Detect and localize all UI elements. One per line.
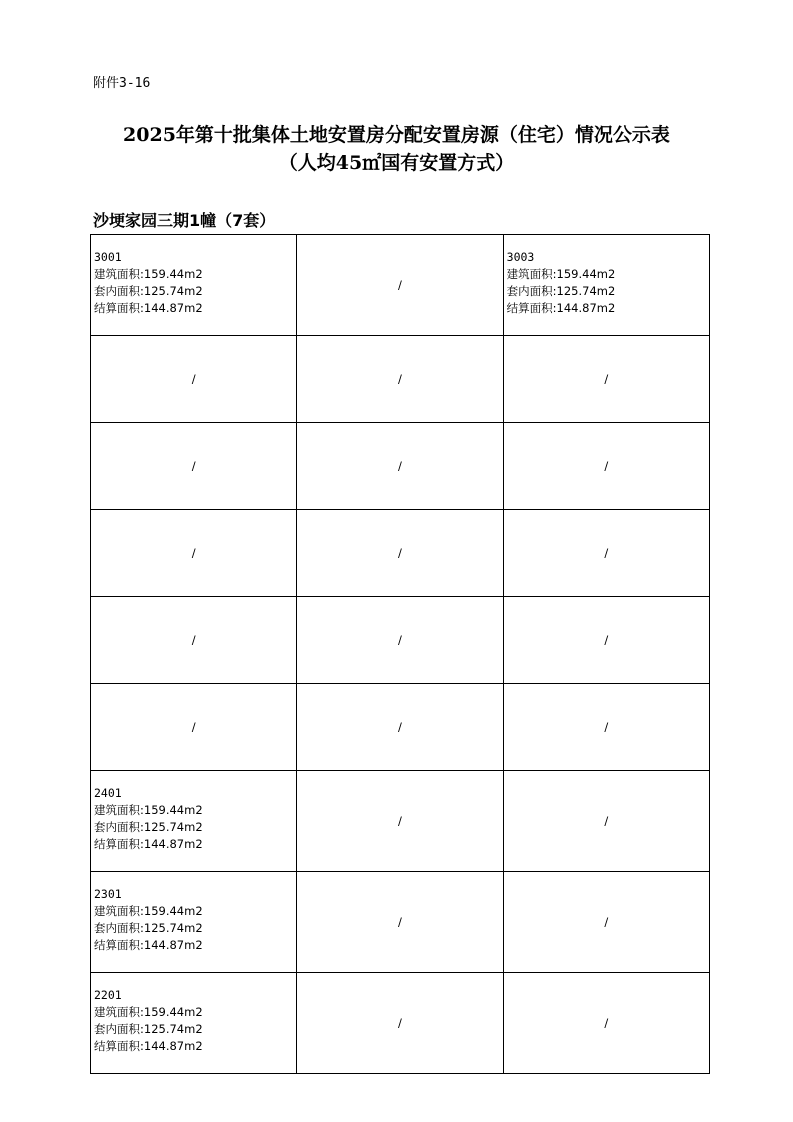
- building-area: 建筑面积:159.44m2: [506, 267, 616, 281]
- inner-area: 套内面积:125.74m2: [94, 820, 203, 834]
- empty-mark: /: [398, 546, 402, 560]
- settlement-area: 结算面积:144.87m2: [94, 1039, 203, 1053]
- table-row: [91, 872, 710, 973]
- empty-cell: [503, 510, 709, 597]
- empty-cell: [91, 597, 297, 684]
- unit-cell: [503, 235, 709, 336]
- inner-area: 套内面积:125.74m2: [94, 284, 203, 298]
- settlement-area: 结算面积:144.87m2: [94, 301, 203, 315]
- empty-cell: [297, 684, 503, 771]
- empty-mark: /: [398, 814, 402, 828]
- empty-mark: /: [398, 720, 402, 734]
- empty-cell: [297, 235, 503, 336]
- table-row: [91, 597, 710, 684]
- empty-mark: /: [191, 546, 196, 560]
- unit-cell: [91, 235, 297, 336]
- empty-mark: /: [604, 814, 609, 828]
- building-area: 建筑面积:159.44m2: [94, 267, 203, 281]
- empty-cell: [297, 510, 503, 597]
- building-area: 建筑面积:159.44m2: [94, 904, 203, 918]
- inner-area: 套内面积:125.74m2: [506, 284, 616, 298]
- empty-cell: [503, 872, 709, 973]
- table-row: [91, 423, 710, 510]
- empty-cell: [297, 771, 503, 872]
- empty-mark: /: [398, 459, 402, 473]
- table-row: [91, 336, 710, 423]
- empty-cell: [297, 872, 503, 973]
- empty-cell: [297, 336, 503, 423]
- unit-cell: [91, 872, 297, 973]
- inner-area: 套内面积:125.74m2: [94, 921, 203, 935]
- empty-mark: /: [398, 633, 402, 647]
- empty-mark: /: [604, 372, 609, 386]
- empty-mark: /: [604, 1016, 609, 1030]
- unit-number: 3003: [506, 250, 535, 264]
- empty-cell: [503, 684, 709, 771]
- empty-mark: /: [604, 720, 609, 734]
- empty-mark: /: [191, 633, 196, 647]
- empty-cell: [91, 510, 297, 597]
- inner-area: 套内面积:125.74m2: [94, 1022, 203, 1036]
- empty-mark: /: [604, 546, 609, 560]
- table-row: [91, 771, 710, 872]
- empty-mark: /: [191, 372, 196, 386]
- table-row: [91, 235, 710, 336]
- empty-mark: /: [398, 915, 402, 929]
- housing-table: [90, 234, 710, 1074]
- unit-cell: [91, 973, 297, 1074]
- empty-cell: [503, 336, 709, 423]
- table-row: [91, 684, 710, 771]
- empty-cell: [91, 684, 297, 771]
- empty-mark: /: [398, 372, 402, 386]
- page-title: 2025年第十批集体土地安置房分配安置房源（住宅）情况公示表: [123, 124, 670, 146]
- empty-mark: /: [604, 915, 609, 929]
- settlement-area: 结算面积:144.87m2: [94, 938, 203, 952]
- unit-number: 2201: [94, 988, 122, 1002]
- empty-mark: /: [604, 459, 609, 473]
- section-heading: 沙埂家园三期1幢（7套）: [93, 211, 276, 230]
- settlement-area: 结算面积:144.87m2: [506, 301, 616, 315]
- empty-cell: [91, 423, 297, 510]
- empty-cell: [503, 423, 709, 510]
- page-subtitle: （人均45㎡国有安置方式）: [278, 152, 515, 174]
- table-row: [91, 973, 710, 1074]
- empty-cell: [297, 973, 503, 1074]
- empty-mark: /: [398, 1016, 402, 1030]
- unit-number: 2401: [94, 786, 122, 800]
- building-area: 建筑面积:159.44m2: [94, 1005, 203, 1019]
- settlement-area: 结算面积:144.87m2: [94, 837, 203, 851]
- empty-mark: /: [191, 720, 196, 734]
- empty-cell: [297, 597, 503, 684]
- unit-number: 2301: [94, 887, 122, 901]
- annex-label: 附件3-16: [93, 76, 151, 91]
- table-row: [91, 510, 710, 597]
- empty-cell: [503, 597, 709, 684]
- empty-cell: [91, 336, 297, 423]
- unit-number: 3001: [94, 250, 122, 264]
- unit-cell: [91, 771, 297, 872]
- empty-mark: /: [604, 633, 609, 647]
- empty-cell: [503, 771, 709, 872]
- empty-cell: [297, 423, 503, 510]
- empty-mark: /: [398, 278, 402, 292]
- building-area: 建筑面积:159.44m2: [94, 803, 203, 817]
- empty-cell: [503, 973, 709, 1074]
- empty-mark: /: [191, 459, 196, 473]
